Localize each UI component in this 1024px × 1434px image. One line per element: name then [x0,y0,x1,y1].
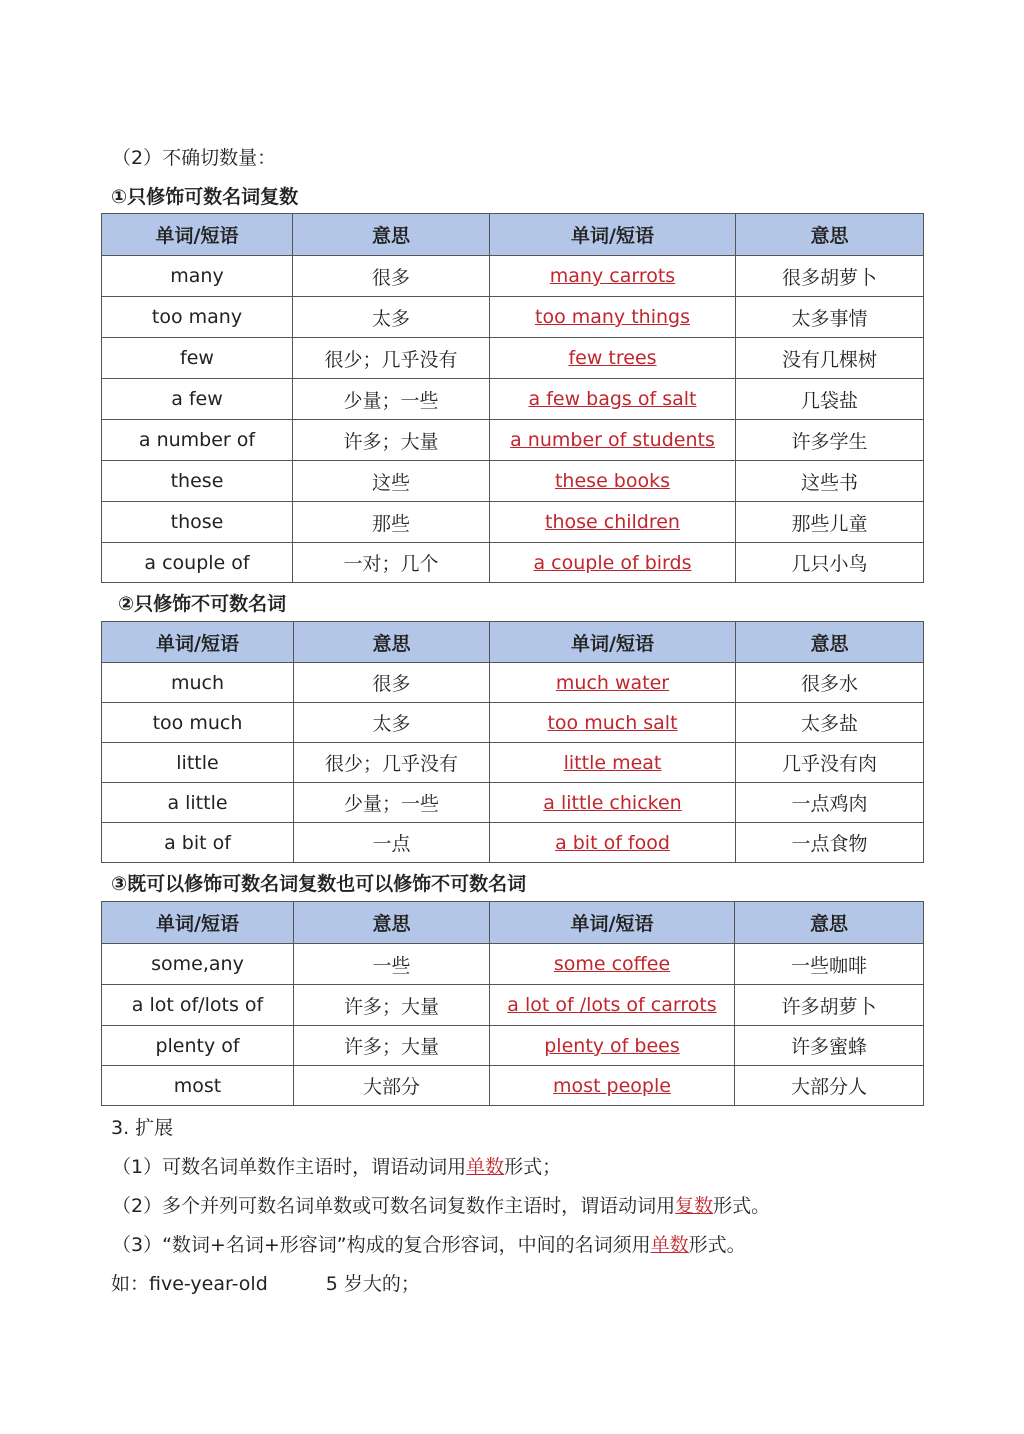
example-meaning-cell: 那些儿童 [736,502,924,543]
table-row [102,703,924,743]
example-prefix: 如：five-year-old [111,1273,268,1295]
table-row [102,420,924,461]
example-phrase: little meat [563,751,662,774]
word-cell: most [102,1066,294,1106]
word-cell: these [102,461,293,502]
example-meaning-cell: 一点食物 [736,823,924,863]
meaning-cell: 许多；大量 [294,1026,490,1066]
extension-heading: 3. 扩展 [111,1117,174,1139]
example-meaning-cell: 几乎没有肉 [736,743,924,783]
intro-text: （2）不确切数量： [112,147,277,169]
word-cell: a number of [102,420,293,461]
meaning-cell: 一点 [294,823,490,863]
table-countable-plural [101,213,924,583]
header-cell: 意思 [294,622,490,663]
meaning-cell: 大部分 [294,1066,490,1106]
word-cell: little [102,743,294,783]
example-meaning-cell: 一些咖啡 [735,944,924,985]
example-meaning-cell: 许多胡萝卜 [735,985,924,1026]
table-row [102,783,924,823]
meaning-cell: 少量；一些 [294,783,490,823]
meaning-cell: 这些 [293,461,490,502]
example-meaning-cell: 几袋盐 [736,379,924,420]
word-cell: many [102,256,293,297]
example-cell [490,823,736,863]
word-cell: those [102,502,293,543]
meaning-cell: 一对；几个 [293,543,490,583]
example-cell [490,338,736,379]
word-cell: some,any [102,944,294,985]
meaning-cell: 许多；大量 [294,985,490,1026]
example-meaning-cell: 许多学生 [736,420,924,461]
example-phrase: some coffee [553,953,671,975]
meaning-cell: 很少；几乎没有 [293,338,490,379]
example-meaning-cell: 很多水 [736,663,924,703]
extension-rule-1 [112,1152,561,1179]
table-uncountable [101,621,924,863]
section-3-title: ③既可以修饰可数名词复数也可以修饰不可数名词 [111,873,527,895]
table-row [102,1066,924,1106]
table-row [102,379,924,420]
table-row [102,663,924,703]
meaning-cell: 少量；一些 [293,379,490,420]
rule-text: 形式。 [713,1195,771,1217]
rule-text: （3）“数词+名词+形容词”构成的复合形容词，中间的名词须用 [112,1234,651,1256]
table-row [102,502,924,543]
rule-highlight: 单数 [466,1156,505,1178]
example-meaning-cell: 大部分人 [735,1066,924,1106]
rule-text: （2）多个并列可数名词单数或可数名词复数作主语时，谓语动词用 [112,1195,676,1217]
example-cell [490,663,736,703]
example-cell [490,985,735,1026]
example-cell [490,502,736,543]
table-row [102,1026,924,1066]
header-cell: 单词/短语 [490,902,735,944]
example-phrase: a couple of birds [533,551,692,574]
example-meaning-cell: 许多蜜蜂 [735,1026,924,1066]
table-row [102,823,924,863]
table-header-row [102,622,924,663]
table-row [102,543,924,583]
word-cell: much [102,663,294,703]
example-phrase: plenty of bees [544,1034,680,1057]
meaning-cell: 太多 [294,703,490,743]
example-meaning-cell: 一点鸡肉 [736,783,924,823]
meaning-cell: 一些 [294,944,490,985]
rule-text: 形式； [504,1156,562,1178]
example-phrase: a few bags of salt [528,388,697,410]
meaning-cell: 很多 [293,256,490,297]
table-both [101,901,924,1106]
header-cell: 意思 [735,902,924,944]
table-row [102,461,924,502]
example-meaning-cell: 几只小鸟 [736,543,924,583]
example-phrase: a number of students [510,429,715,451]
example-phrase: much water [555,671,670,694]
example-phrase: a lot of /lots of carrots [507,994,717,1016]
example-meaning-cell: 很多胡萝卜 [736,256,924,297]
example-phrase: most people [553,1074,671,1097]
extension-rule-3 [112,1230,746,1257]
example-meaning-cell: 太多事情 [736,297,924,338]
rule-text: （1）可数名词单数作主语时，谓语动词用 [112,1156,467,1178]
table-row [102,338,924,379]
example-cell [490,743,736,783]
meaning-cell: 很多 [294,663,490,703]
word-cell: plenty of [102,1026,294,1066]
example-cell [490,1066,735,1106]
header-cell: 单词/短语 [490,622,736,663]
header-cell: 意思 [294,902,490,944]
example-line [111,1269,420,1296]
word-cell: a lot of/lots of [102,985,294,1026]
rule-highlight: 单数 [650,1234,689,1256]
table-row [102,944,924,985]
word-cell: too much [102,703,294,743]
example-cell [490,379,736,420]
example-phrase: many carrots [549,265,676,287]
example-cell [490,297,736,338]
table-row [102,256,924,297]
meaning-cell: 太多 [293,297,490,338]
example-cell [490,543,736,583]
example-meaning-cell: 这些书 [736,461,924,502]
header-cell: 单词/短语 [102,622,294,663]
section-1-title: ①只修饰可数名词复数 [111,186,299,208]
word-cell: few [102,338,293,379]
meaning-cell: 很少；几乎没有 [294,743,490,783]
table-header-row [102,902,924,944]
example-phrase: a little chicken [543,791,682,814]
extension-rule-2 [112,1191,770,1218]
meaning-cell: 许多；大量 [293,420,490,461]
word-cell: a few [102,379,293,420]
meaning-cell: 那些 [293,502,490,543]
example-cell [490,461,736,502]
example-cell [490,944,735,985]
example-phrase: a bit of food [555,831,670,854]
example-meaning-cell: 太多盐 [736,703,924,743]
header-cell: 意思 [736,622,924,663]
word-cell: a little [102,783,294,823]
word-cell: too many [102,297,293,338]
example-phrase: too many things [535,306,690,328]
example-phrase: few trees [568,347,657,369]
example-cell [490,703,736,743]
rule-text: 形式。 [688,1234,746,1256]
example-phrase: too much salt [547,711,678,734]
example-phrase: these books [554,470,671,492]
table-row [102,297,924,338]
example-cell [490,1026,735,1066]
header-cell: 单词/短语 [102,902,294,944]
example-meaning-cell: 没有几棵树 [736,338,924,379]
header-cell: 意思 [736,214,924,256]
header-cell: 单词/短语 [102,214,293,256]
example-cell [490,783,736,823]
rule-highlight: 复数 [675,1195,714,1217]
table-row [102,985,924,1026]
table-header-row [102,214,924,256]
section-2-title: ②只修饰不可数名词 [118,593,287,615]
header-cell: 意思 [293,214,490,256]
example-phrase: those children [545,511,680,533]
header-cell: 单词/短语 [490,214,736,256]
example-meaning: 5 岁大的； [325,1273,420,1295]
word-cell: a bit of [102,823,294,863]
word-cell: a couple of [102,543,293,583]
table-row [102,743,924,783]
example-cell [490,420,736,461]
example-cell [490,256,736,297]
